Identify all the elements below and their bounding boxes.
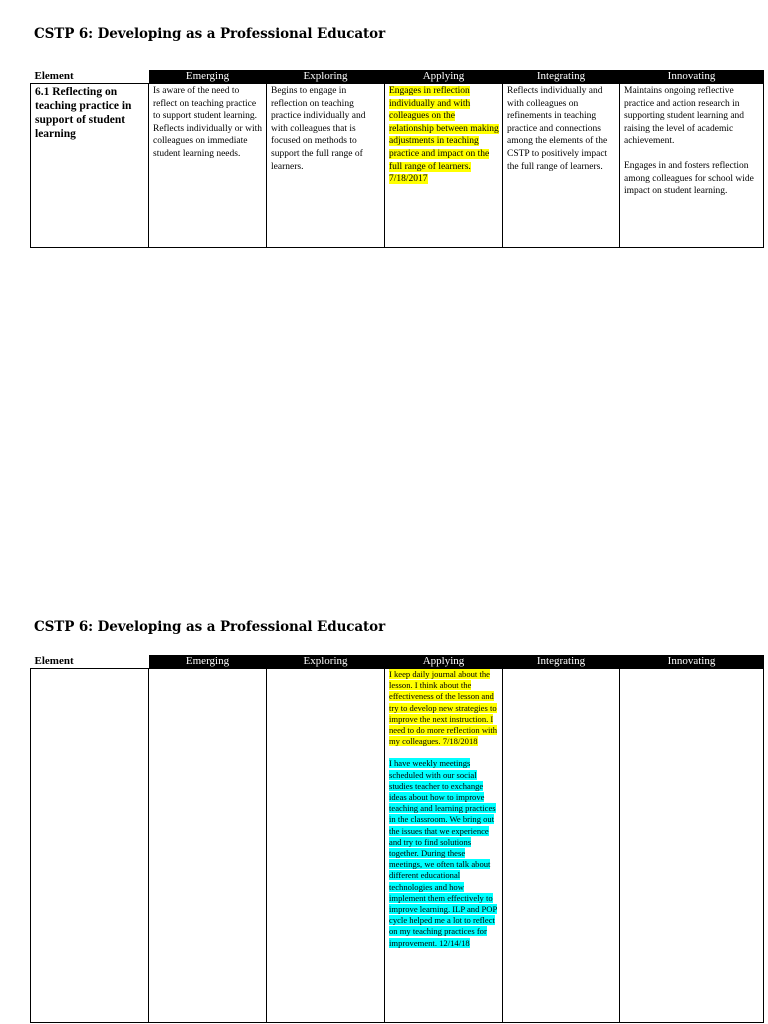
table-row [31,669,764,1023]
element-cell: 6.1 Reflecting on teaching practice in support of student learning [31,84,149,248]
innovating-cell [620,669,764,1023]
header-exploring: Exploring [267,70,385,84]
page-title: CSTP 6: Developing as a Professional Educator [34,26,386,42]
header-innovating: Innovating [620,70,764,84]
applying-cell [385,669,503,1023]
header-emerging: Emerging [149,70,267,84]
header-integrating: Integrating [503,70,620,84]
exploring-cell [267,669,385,1023]
element-cell [31,669,149,1023]
integrating-cell [503,669,620,1023]
header-innovating: Innovating [620,655,764,669]
table-header-row [31,70,764,84]
header-exploring: Exploring [267,655,385,669]
emerging-cell [149,669,267,1023]
header-element: Element [31,70,149,84]
emerging-cell: Is aware of the need to reflect on teaching practice to support student learning. Reflects individually or with colleagues on immediate student learning needs. [149,84,267,248]
header-applying: Applying [385,70,503,84]
header-integrating: Integrating [503,655,620,669]
header-applying: Applying [385,655,503,669]
table-header-row [31,655,764,669]
innovating-paragraph-2: Engages in and fosters reflection among colleagues for school wide impact on student learning. [624,160,754,197]
table-row [31,84,764,248]
cstp-rubric-table-2 [30,655,764,1023]
applying-cell [385,84,503,248]
reflection-entry-2018-12: I have weekly meetings scheduled with our social studies teacher to exchange ideas about how to improve teaching and learning practices in the classroom. We bring out the issues that we experience and try to find solutions together. During these meetings, we often talk about different educational technologies and how implement them effectively to improve learning. ILP and POP cycle helped me a lot to reflect on my teaching practices for improvement. 12/14/18 [389,758,498,948]
header-element: Element [31,655,149,669]
innovating-cell [620,84,764,248]
cstp-rubric-table [30,70,764,248]
exploring-cell: Begins to engage in reflection on teaching practice individually and with colleagues that is focused on methods to support the full range of learners. [267,84,385,248]
header-emerging: Emerging [149,655,267,669]
highlighted-text: Engages in reflection individually and with colleagues on the relationship between making adjustments in teaching practice and impact on the full range of learners. 7/18/2017 [389,86,499,185]
reflection-entry-2018: I keep daily journal about the lesson. I think about the effectiveness of the lesson and try to develop new strategies to improve the next instruction. I need to do more reflection with my colleagues. 7/18/2018 [389,669,498,747]
integrating-cell: Reflects individually and with colleagues on refinements in teaching practice and connections among the elements of the CSTP to positively impact the full range of learners. [503,84,620,248]
page-title-2: CSTP 6: Developing as a Professional Educator [34,619,386,635]
innovating-paragraph-1: Maintains ongoing reflective practice and action research in supporting student learning and raising the level of academic achievement. [624,86,745,147]
